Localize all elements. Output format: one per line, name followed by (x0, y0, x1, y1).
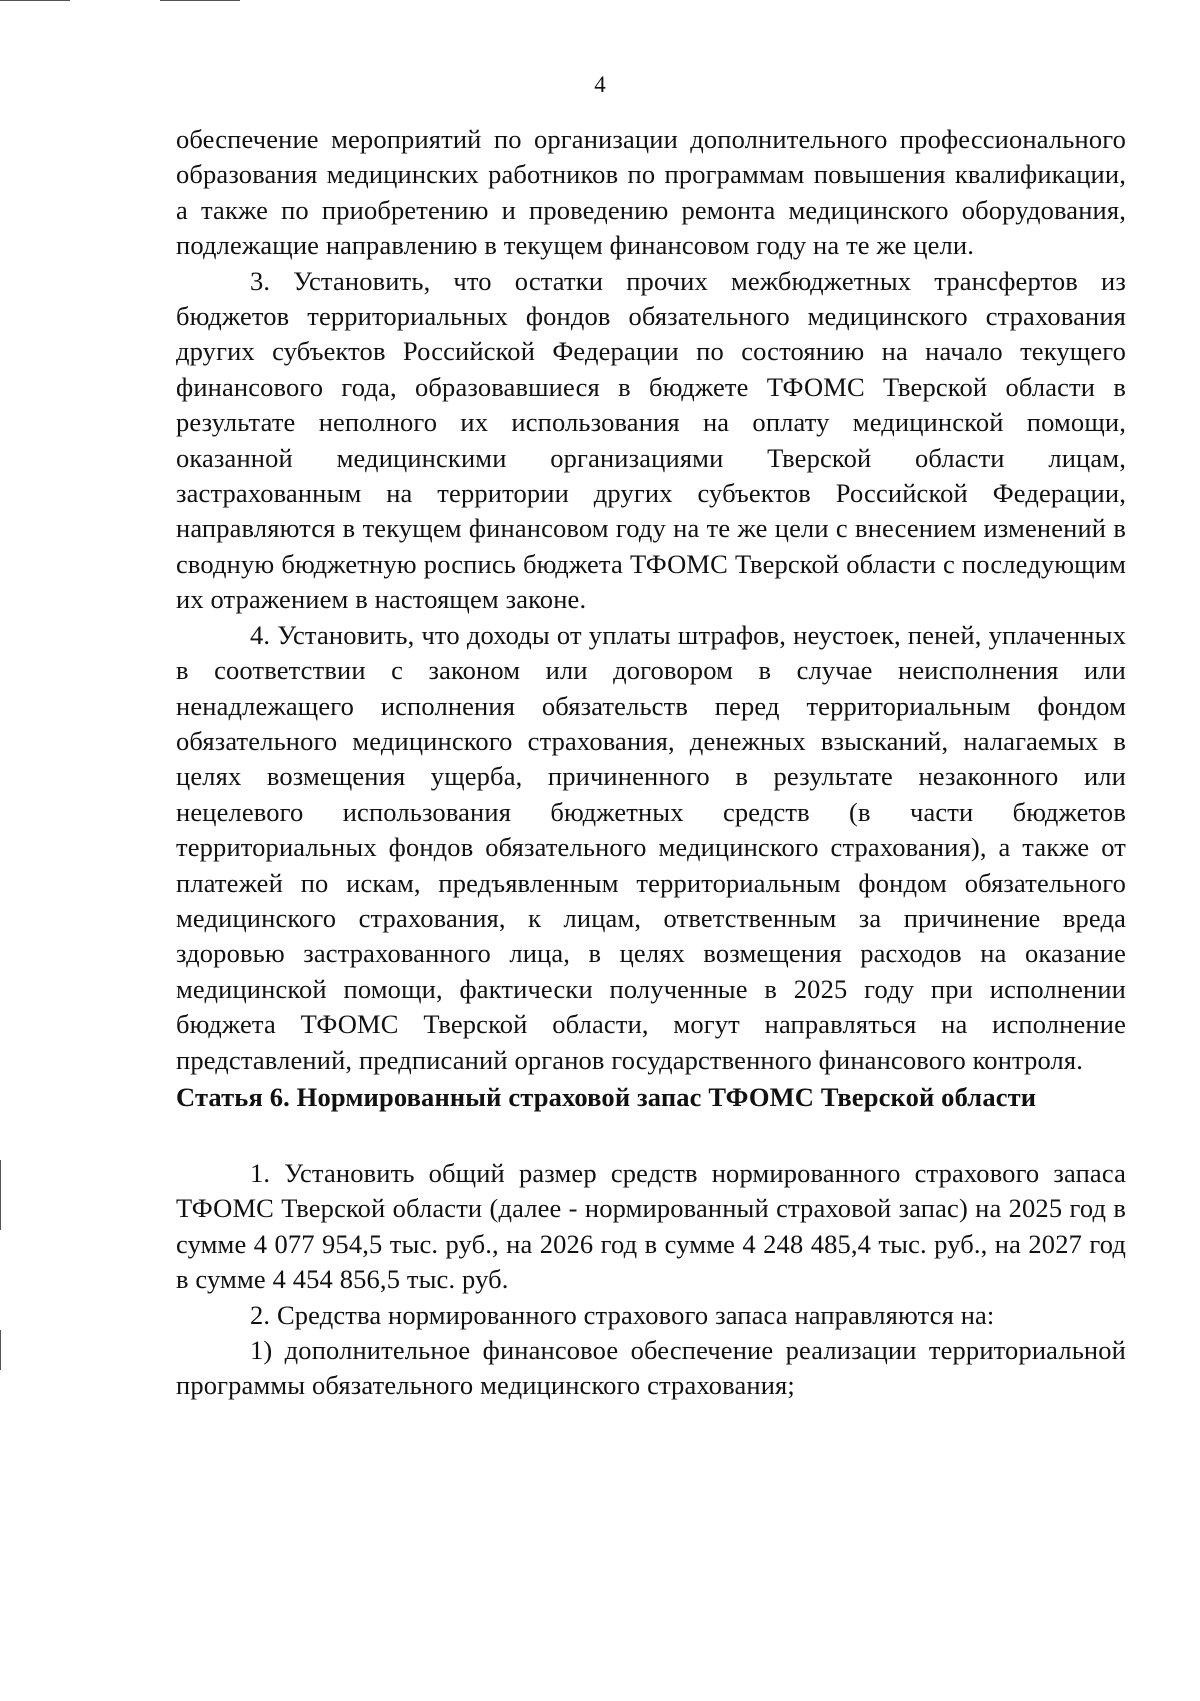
scan-artifact-top-mid (160, 0, 240, 1)
paragraph-clause-4: 4. Установить, что доходы от уплаты штрафов, неустоек, пеней, уплаченных в соответствии с законом или договором в случае неисполнения или ненадлежащего исполнения обязательств перед территориальным фондом обязательного медицинского страхования, денежных взысканий, налагаемых в целях возмещения ущерба, причиненного в результате незаконного или нецелевого использования бюджетных средств (в части бюджетов территориальных фондов обязательного медицинского страхования), а также от платежей по искам, предъявленным территориальным фондом обязательного медицинского страхования, к лицам, ответственным за причинение вреда здоровью застрахованного лица, в целях возмещения расходов на оказание медицинской помощи, фактически полученные в 2025 году при исполнении бюджета ТФОМС Тверской области, могут направляться на исполнение представлений, предписаний органов государственного финансового контроля. (176, 619, 1126, 1075)
scan-artifact-left-edge-1 (0, 1160, 1, 1230)
paragraph-subclause-1: 1) дополнительное финансовое обеспечение реализации территориальной программы обязательного медицинского страхования; (176, 1335, 1126, 1401)
article-title: Статья 6. Нормированный страховой запас ТФОМС Тверской области (176, 1081, 1037, 1112)
document-body (176, 122, 1126, 1404)
paragraph-clause-1: 1. Установить общий размер средств нормированного страхового запаса ТФОМС Тверской области (далее - нормированный страховой запас) на 2025 год в сумме 4 077 954,5 тыс. руб., на 2026 год в сумме 4 248 485,4 тыс. руб., на 2027 год в сумме 4 454 856,5 тыс. руб. (176, 1157, 1126, 1295)
scan-artifact-top-left (0, 0, 70, 1)
paragraph-clause-2: 2. Средства нормированного страхового запаса направляются на: (250, 1299, 995, 1330)
scan-artifact-left-edge-2 (0, 1330, 1, 1370)
paragraph-clause-3: 3. Установить, что остатки прочих межбюджетных трансфертов из бюджетов территориальных фондов обязательного медицинского страхования других субъектов Российской Федерации по состоянию на начало текущего финансового года, образовавшиеся в бюджете ТФОМС Тверской области в результате неполного их использования на оплату медицинской помощи, оказанной медицинскими организациями Тверской области лицам, застрахованным на территории других субъектов Российской Федерации, направляются в текущем финансовом году на те же цели с внесением изменений в сводную бюджетную роспись бюджета ТФОМС Тверской области с последующим их отражением в настоящем законе. (176, 265, 1126, 615)
paragraph: обеспечение мероприятий по организации дополнительного профессионального образования медицинских работников по программам повышения квалификации, а также по приобретению и проведению ремонта медицинского оборудования, подлежащие направлению в текущем финансовом году на те же цели. (176, 124, 1126, 261)
page-number: 4 (594, 72, 606, 97)
section-gap (176, 1116, 1126, 1156)
